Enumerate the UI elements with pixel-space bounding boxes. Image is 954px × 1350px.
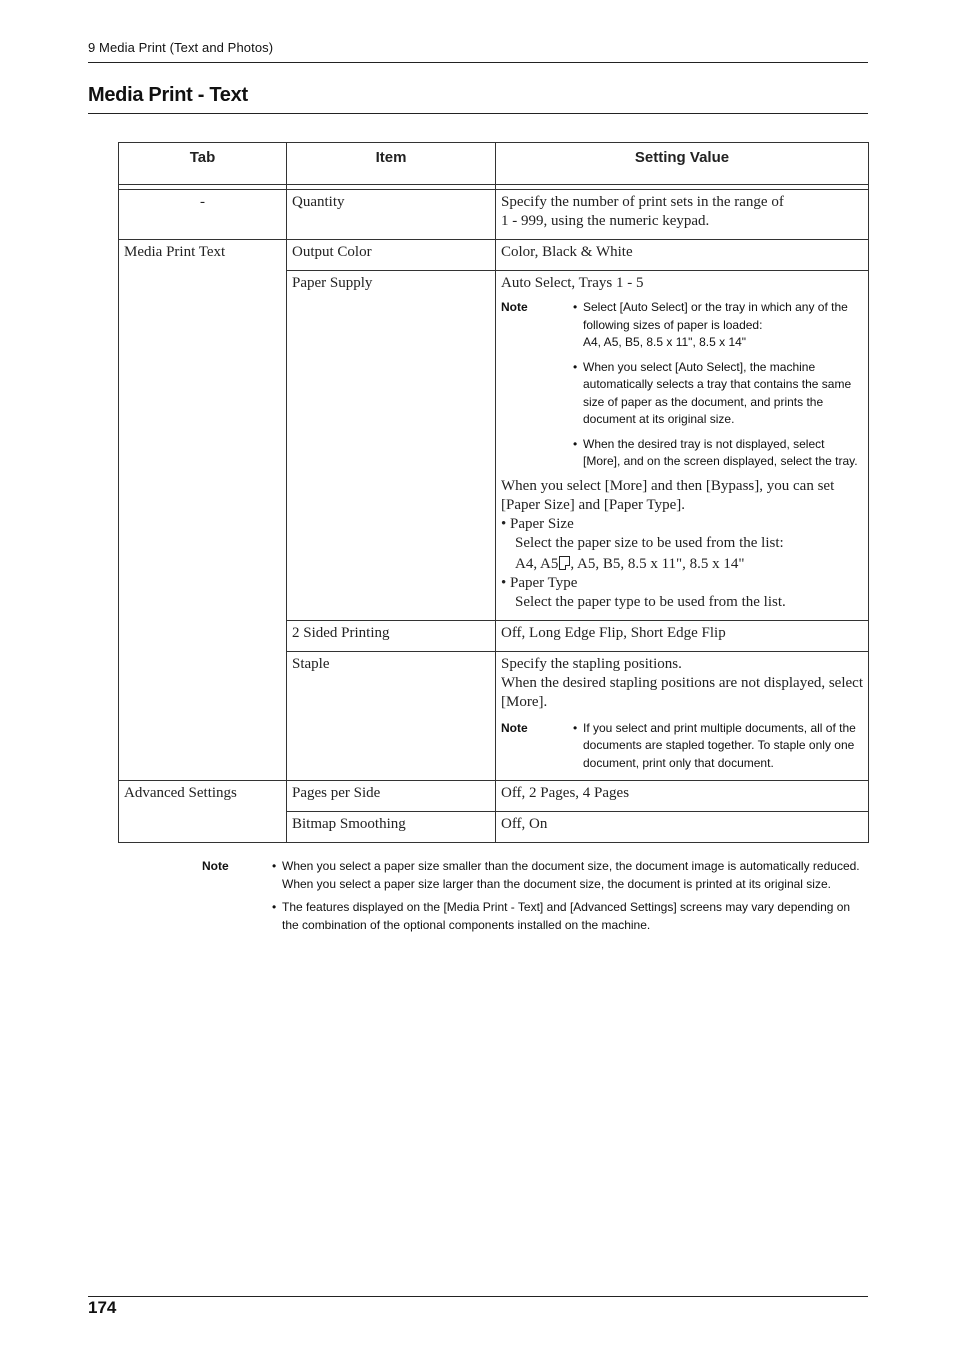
value-cell: Off, Long Edge Flip, Short Edge Flip <box>496 620 869 651</box>
tab-cell-empty <box>119 812 287 843</box>
value-text: Auto Select, Trays 1 - 5 <box>501 275 644 291</box>
item-cell: Staple <box>287 651 496 781</box>
page-note <box>202 858 862 940</box>
header-rule <box>88 62 868 63</box>
paper-size-list <box>501 555 863 574</box>
note-text: When the desired tray is not displayed, select [More], and on the screen displayed, select the tray. <box>583 436 858 468</box>
value-text: 1 - 999, using the numeric keypad. <box>501 213 710 229</box>
paper-size-desc: Select the paper size to be used from the list: <box>515 534 784 551</box>
note-label: Note <box>501 720 528 735</box>
title-rule <box>88 113 868 114</box>
table-row <box>119 651 869 781</box>
value-text: When the desired stapling positions are not displayed, select [More]. <box>501 674 863 710</box>
running-head: 9 Media Print (Text and Photos) <box>88 40 274 55</box>
note-label: Note <box>501 300 528 314</box>
note-text: Select [Auto Select] or the tray in which any of the following sizes of paper is loaded: <box>583 300 848 332</box>
note-text: When you select [Auto Select], the machine automatically selects a tray that contains the same size of paper as the document, and prints the document at its original size. <box>583 359 852 426</box>
table-header-row <box>119 143 869 185</box>
note-text: When you select a paper size smaller than the document size, the document image is automatically reduced. When you select a paper size larger than the document size, the document is printed at its original size. <box>282 859 860 891</box>
header-item: Item <box>287 143 496 185</box>
item-cell: 2 Sided Printing <box>287 620 496 651</box>
value-cell <box>496 651 869 781</box>
page-number: 174 <box>88 1298 117 1317</box>
note-label: Note <box>202 859 229 873</box>
value-cell <box>496 271 869 621</box>
tab-cell: Media Print Text <box>119 240 287 271</box>
paper-size-list-b: , A5, B5, 8.5 x 11", 8.5 x 14" <box>570 555 745 572</box>
value-text: Specify the stapling positions. <box>501 655 682 672</box>
bypass-text: When you select [More] and then [Bypass], you can set [Paper Size] and [Paper Type]. <box>501 477 835 513</box>
value-cell: Off, 2 Pages, 4 Pages <box>496 781 869 812</box>
tab-cell-empty <box>119 620 287 651</box>
tab-cell: - <box>119 190 287 240</box>
header-tab: Tab <box>119 143 287 185</box>
note-text: A4, A5, B5, 8.5 x 11", 8.5 x 14" <box>583 335 747 349</box>
item-cell: Output Color <box>287 240 496 271</box>
item-cell: Paper Supply <box>287 271 496 621</box>
note-block <box>501 720 863 773</box>
note-text: If you select and print multiple documents, all of the documents are stapled together. To staple only one document, print only that document. <box>583 720 856 770</box>
paper-type-desc: Select the paper type to be used from the list. <box>515 593 786 610</box>
paper-type-label: • Paper Type <box>501 574 578 591</box>
tab-cell-empty <box>119 271 287 621</box>
settings-table <box>118 142 869 843</box>
note-bullet: • The features displayed on the [Media Print - Text] and [Advanced Settings] screens may vary depending on the combination of the optional components installed on the machine. <box>272 899 862 934</box>
tab-cell: Advanced Settings <box>119 781 287 812</box>
item-cell: Quantity <box>287 190 496 240</box>
table-row <box>119 271 869 621</box>
page-title: Media Print - Text <box>88 84 248 106</box>
note-block <box>501 299 863 471</box>
item-cell: Bitmap Smoothing <box>287 812 496 843</box>
note-bullet: • When you select [Auto Select], the machine automatically selects a tray that contains the same size of paper as the document, and prints the document at its original size. <box>573 359 863 429</box>
paper-size-list-a: A4, A5 <box>515 555 559 572</box>
value-cell <box>496 190 869 240</box>
paper-size-label: • Paper Size <box>501 515 574 532</box>
item-cell: Pages per Side <box>287 781 496 812</box>
table-row <box>119 240 869 271</box>
value-cell: Off, On <box>496 812 869 843</box>
note-text: The features displayed on the [Media Print - Text] and [Advanced Settings] screens may vary depending on the combination of the optional components installed on the machine. <box>282 900 851 932</box>
table-row <box>119 190 869 240</box>
header-setting-value: Setting Value <box>496 143 869 185</box>
value-text: Specify the number of print sets in the range of <box>501 194 784 210</box>
note-bullet: • Select [Auto Select] or the tray in which any of the following sizes of paper is loaded: A4, A5, B5, 8.5 x 11", 8.5 x 14" <box>573 300 848 349</box>
table-row <box>119 781 869 812</box>
table-row <box>119 620 869 651</box>
paper-orientation-icon <box>559 556 570 570</box>
note-bullet: • When the desired tray is not displayed, select [More], and on the screen displayed, select the tray. <box>573 436 863 471</box>
tab-cell-empty <box>119 651 287 781</box>
table-row <box>119 812 869 843</box>
value-cell: Color, Black & White <box>496 240 869 271</box>
footer-rule <box>88 1296 868 1297</box>
note-bullet: • If you select and print multiple documents, all of the documents are stapled together. To staple only one document, print only that document. <box>573 720 863 773</box>
note-bullet: • When you select a paper size smaller than the document size, the document image is automatically reduced. When you select a paper size larger than the document size, the document is printed at its original size. <box>272 858 862 893</box>
